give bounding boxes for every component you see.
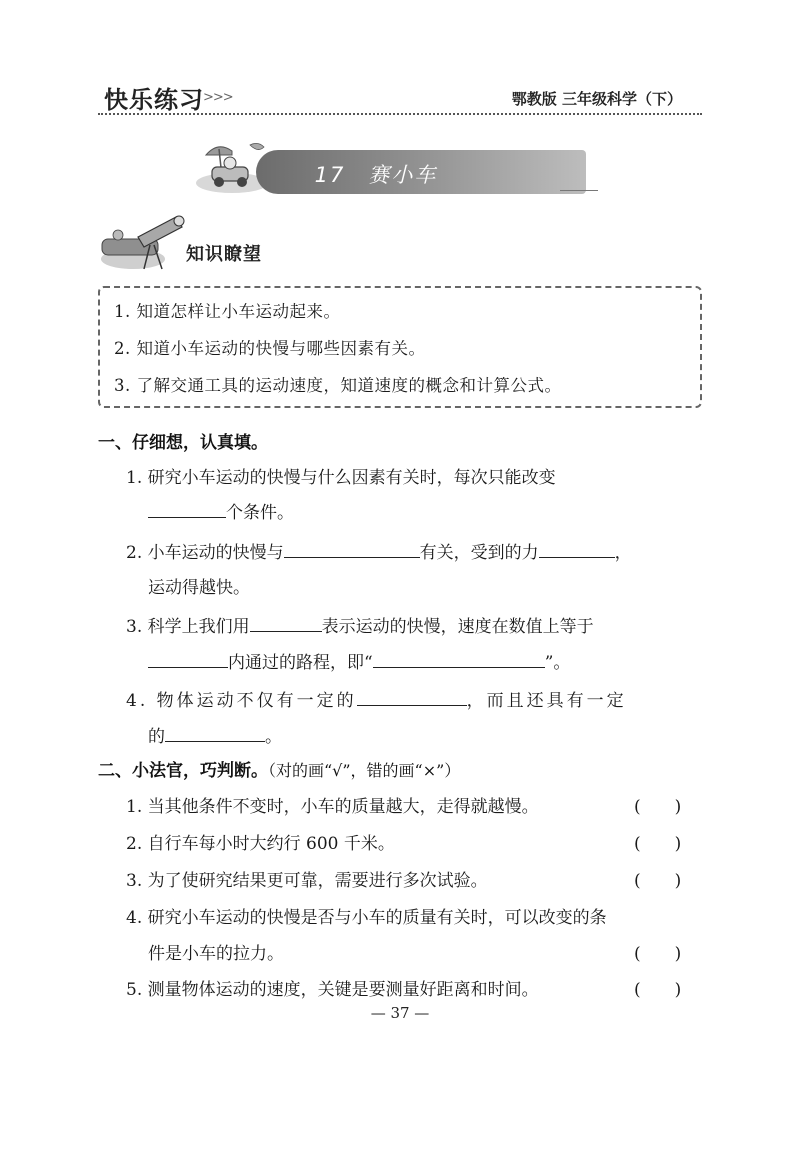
section-judge-title xyxy=(98,756,460,781)
question-3-line-2 xyxy=(148,648,570,673)
answer-blank[interactable] xyxy=(148,499,226,518)
question-text: 4. 物体运动不仅有一定的 xyxy=(126,691,357,711)
answer-parentheses[interactable]: ( ) xyxy=(634,944,682,964)
question-text: ”。 xyxy=(544,653,571,673)
question-1-line-2 xyxy=(148,498,294,523)
section-fill-title: 一、仔细想，认真填。 xyxy=(98,433,268,453)
question-text: 运动得越快。 xyxy=(148,578,250,598)
telescope-illustration xyxy=(98,207,188,273)
judge-item-1: 1. 当其他条件不变时，小车的质量越大，走得就越慢。 xyxy=(126,797,539,817)
judge-item-5: 5. 测量物体运动的速度，关键是要测量好距离和时间。 xyxy=(126,980,539,1000)
question-text: 3. 科学上我们用 xyxy=(126,617,250,637)
question-text: ，而且还具有一定 xyxy=(466,691,627,711)
question-text: ， xyxy=(614,543,632,563)
answer-blank[interactable] xyxy=(539,539,615,558)
answer-blank[interactable] xyxy=(373,649,545,668)
header-divider xyxy=(98,113,702,115)
question-2-line-2 xyxy=(148,573,250,598)
knowledge-title: 知识瞭望 xyxy=(186,244,262,265)
question-4-line-2 xyxy=(148,722,282,747)
answer-blank[interactable] xyxy=(357,687,467,706)
edition-label: 鄂教版 三年级科学（下） xyxy=(511,90,682,108)
judge-item-4: 4. 研究小车运动的快慢是否与小车的质量有关时，可以改变的条 xyxy=(126,908,607,928)
question-2-line xyxy=(126,538,632,563)
question-text: 内通过的路程，即“ xyxy=(228,653,373,673)
judge-item-4-cont: 件是小车的拉力。 xyxy=(148,944,284,964)
judge-item-3: 3. 为了使研究结果更可靠，需要进行多次试验。 xyxy=(126,871,488,891)
series-title: 快乐练习 xyxy=(104,86,204,114)
answer-blank[interactable] xyxy=(284,539,420,558)
lesson-title: 17 赛小车 xyxy=(314,163,438,187)
answer-parentheses[interactable]: ( ) xyxy=(634,834,682,854)
objective-item: 2. 知道小车运动的快慢与哪些因素有关。 xyxy=(114,339,426,358)
objective-item: 3. 了解交通工具的运动速度，知道速度的概念和计算公式。 xyxy=(114,376,562,395)
objective-item: 1. 知道怎样让小车运动起来。 xyxy=(114,302,341,321)
answer-blank[interactable] xyxy=(148,649,228,668)
answer-parentheses[interactable]: ( ) xyxy=(634,980,682,1000)
banner-tail-line xyxy=(560,190,598,191)
question-1-line xyxy=(126,463,556,488)
question-text: 的 xyxy=(148,727,165,747)
question-text: 2. 小车运动的快慢与 xyxy=(126,543,284,563)
question-text: 个条件。 xyxy=(226,503,294,523)
answer-blank[interactable] xyxy=(165,723,265,742)
answer-blank[interactable] xyxy=(250,613,322,632)
judge-item-2: 2. 自行车每小时大约行 600 千米。 xyxy=(126,834,395,854)
section-judge-heading: 二、小法官，巧判断。 xyxy=(98,761,268,781)
objectives-box xyxy=(98,286,702,408)
section-judge-note: （对的画“√”，错的画“×”） xyxy=(268,761,461,780)
question-text: 表示运动的快慢，速度在数值上等于 xyxy=(321,617,594,637)
question-4-line xyxy=(126,686,627,711)
chevron-right-icon: >>> xyxy=(203,90,233,105)
lesson-banner xyxy=(256,150,586,194)
question-text: 1. 研究小车运动的快慢与什么因素有关时，每次只能改变 xyxy=(126,468,556,488)
page-number: — 37 — xyxy=(370,1004,430,1022)
answer-parentheses[interactable]: ( ) xyxy=(634,871,682,891)
answer-parentheses[interactable]: ( ) xyxy=(634,797,682,817)
question-text: 。 xyxy=(265,727,282,747)
question-3-line xyxy=(126,612,594,637)
question-text: 有关，受到的力 xyxy=(419,543,539,563)
